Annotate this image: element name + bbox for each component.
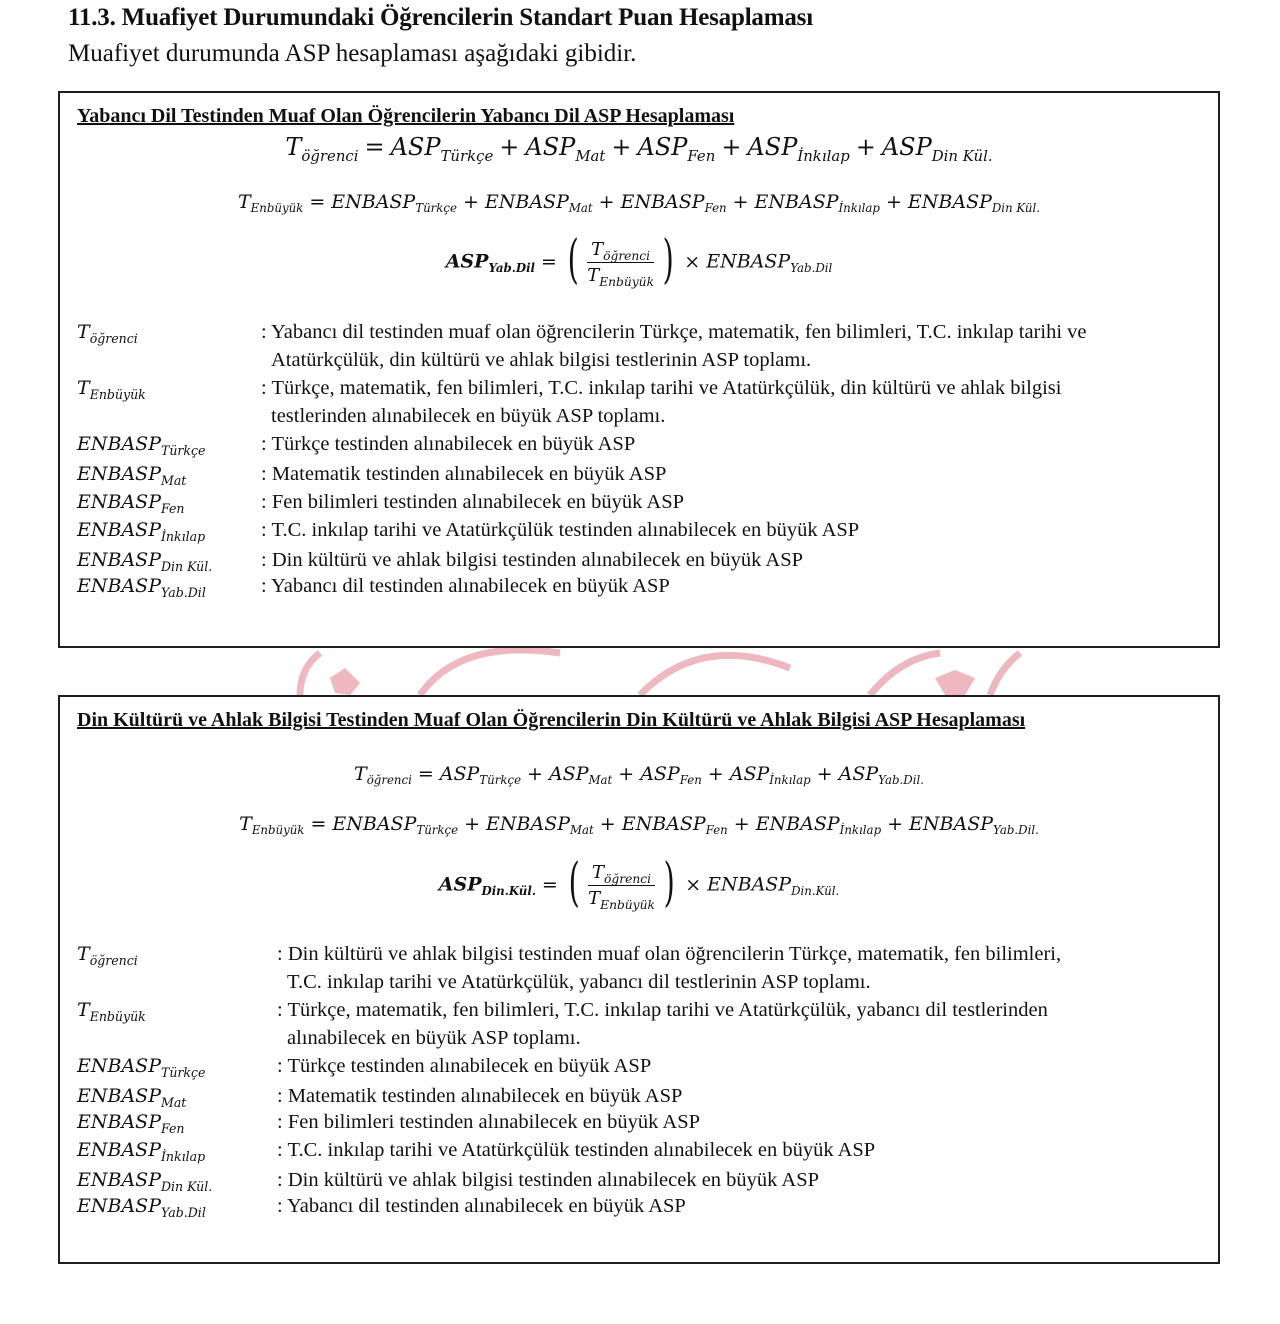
eq-equals: = [364,133,385,161]
term-base: ENBASP [77,1111,161,1133]
fraction-numerator [587,239,654,263]
plus-sign: + [499,133,520,161]
definition-text: T.C. inkılap tarihi ve Atatürkçülük, yabancı dil testlerinin ASP toplamı. [287,971,871,993]
eq-equals: = [310,813,327,835]
term-subscript: İnkılap [797,146,850,165]
religious-culture-exemption-box [58,695,1220,1264]
box-title: Yabancı Dil Testinden Muaf Olan Öğrencilerin Yabancı Dil ASP Hesaplaması [77,105,735,127]
plus-sign: + [733,813,750,835]
definition-text: : Fen bilimleri testinden alınabilecek en büyük ASP [261,491,685,513]
den-sub: Enbüyük [599,274,654,289]
term-base: ENBASP [77,1195,161,1217]
definition-term [77,1111,185,1136]
term-subscript: Yab.Dil. [878,773,924,788]
term-base: ASP [838,763,879,785]
term-base: ENBASP [77,519,161,541]
fraction-group [564,852,679,913]
term-base: ENBASP [755,813,840,835]
den-sub: Enbüyük [600,897,655,912]
eq-lhs: T [239,813,252,835]
term-base: T [77,999,90,1021]
plus-sign: + [611,133,632,161]
definition-term [77,1195,206,1220]
term-base: ENBASP [907,191,992,213]
right-paren: ) [663,852,675,913]
term-subscript: Türkçe [160,1064,206,1080]
plus-sign: + [707,763,724,785]
definition-text: : T.C. inkılap tarihi ve Atatürkçülük testinden alınabilecek en büyük ASP [277,1139,876,1161]
definition-term [77,549,213,574]
term-subscript: Mat [160,472,187,488]
term-base: ENBASP [484,191,569,213]
term-subscript: Türkçe [416,823,459,838]
term-subscript: İnkılap [160,1148,206,1164]
term-subscript: Fen [704,201,727,216]
definition-term [77,491,185,516]
definition-term [77,575,206,600]
term-base: ASP [548,763,589,785]
plus-sign: + [816,763,833,785]
definition-term [77,463,187,488]
num-sub: öğrenci [604,871,651,886]
term-base: ENBASP [621,813,706,835]
definition-term [77,1139,206,1164]
plus-sign: + [887,813,904,835]
eq-terms [439,763,924,788]
term-base: ENBASP [909,813,994,835]
term-base: ENBASP [77,1055,161,1077]
eq-equals: = [541,250,557,273]
definition-text: : Din kültürü ve ahlak bilgisi testinden alınabilecek en büyük ASP [277,1169,820,1191]
term-subscript: Enbüyük [89,386,146,402]
definition-text: Atatürkçülük, din kültürü ve ahlak bilgisi testlerinin ASP toplamı. [271,349,812,371]
plus-sign: + [527,763,543,785]
plus-sign: + [599,813,616,835]
definition-term [77,943,138,968]
left-paren: ( [567,229,579,290]
den-base: T [588,888,601,909]
term-subscript: Din Kül. [931,146,993,165]
term-subscript: Türkçe [479,773,522,788]
plus-sign: + [618,763,635,785]
term-base: T [77,943,90,965]
term-subscript: Yab.Dil. [993,823,1039,838]
term-base: ASP [729,763,770,785]
term-subscript: öğrenci [89,330,138,346]
eq-rhs: ENBASP [707,873,792,896]
times-sign: × [684,250,701,273]
term-base: ASP [390,133,441,161]
term-subscript: Mat [160,1094,187,1110]
definition-text: : Türkçe, matematik, fen bilimleri, T.C. inkılap tarihi ve Atatürkçülük, din kültürü ve ahlak bilgisi [261,377,1062,399]
term-base: ENBASP [77,1169,161,1191]
term-subscript: Din Kül. [991,201,1041,216]
term-subscript: Din Kül. [160,558,213,574]
den-base: T [587,265,600,286]
term-base: ENBASP [620,191,705,213]
fraction-numerator [588,862,655,886]
eq-lhs: ASP [438,873,482,896]
definition-term [77,377,146,402]
term-subscript: Türkçe [160,442,206,458]
eq-lhs: ASP [445,250,489,273]
eq-lhs: T [354,763,367,785]
term-base: ASP [439,763,480,785]
term-subscript: Mat [570,823,594,838]
definition-term [77,321,138,346]
num-sub: öğrenci [603,248,651,263]
term-base: ASP [640,763,680,785]
num-base: T [591,239,604,260]
plus-sign: + [732,191,749,213]
term-subscript: İnkılap [838,201,880,216]
definition-text: : Türkçe testinden alınabilecek en büyük ASP [261,433,636,455]
watermark-seal-icon [0,648,1280,695]
plus-sign: + [462,191,479,213]
definition-term [77,519,206,544]
plus-sign: + [598,191,615,213]
definition-term [77,1055,206,1080]
eq-terms [390,133,993,165]
eq-rhs: ENBASP [706,250,791,273]
term-subscript: Din Kül. [160,1178,213,1194]
term-subscript: Fen [705,823,728,838]
term-base: ENBASP [486,813,570,835]
term-subscript: Fen [160,500,185,516]
equation-t-student [60,133,1218,165]
term-subscript: Mat [588,773,613,788]
fraction-denominator [584,886,659,912]
term-subscript: Fen [687,146,716,165]
definition-text: alınabilecek en büyük ASP toplamı. [287,1027,581,1049]
eq-lhs-sub: Yab.Dil [488,260,536,275]
term-subscript: Mat [575,146,606,165]
term-subscript: Yab.Dil [160,584,206,600]
definition-text: : Matematik testinden alınabilecek en büyük ASP [277,1085,683,1107]
definition-term [77,1169,213,1194]
term-base: ENBASP [331,191,416,213]
definition-term [77,433,206,458]
term-subscript: Fen [160,1120,185,1136]
eq-lhs-sub: öğrenci [301,146,359,165]
definition-text: : Yabancı dil testinden alınabilecek en büyük ASP [277,1195,686,1217]
term-base: T [77,377,90,399]
term-subscript: Türkçe [440,146,494,165]
box-title: Din Kültürü ve Ahlak Bilgisi Testinden Muaf Olan Öğrencilerin Din Kültürü ve Ahlak Bilgisi ASP Hesaplaması [77,709,1026,731]
eq-lhs-sub: Din.Kül. [481,883,536,898]
definition-term [77,1085,187,1110]
eq-rhs-sub: Yab.Dil [790,260,833,275]
foreign-language-exemption-box [58,91,1220,648]
eq-lhs-sub: Enbüyük [251,823,305,838]
fraction-group [563,229,678,290]
term-base: ENBASP [332,813,417,835]
eq-equals: = [417,763,434,785]
term-base: ENBASP [77,491,161,513]
term-base: ASP [881,133,932,161]
term-base: ENBASP [77,433,161,455]
section-intro: Muafiyet durumunda ASP hesaplaması aşağıdaki gibidir. [68,40,637,67]
eq-lhs: T [237,191,251,213]
definition-text: : Fen bilimleri testinden alınabilecek en büyük ASP [277,1111,701,1133]
eq-lhs: T [285,133,302,161]
term-base: ENBASP [77,549,161,571]
term-subscript: Türkçe [415,201,457,216]
left-paren: ( [568,852,580,913]
section-heading: 11.3. Muafiyet Durumundaki Öğrencilerin Standart Puan Hesaplaması [68,4,813,31]
definition-text: : Türkçe, matematik, fen bilimleri, T.C. inkılap tarihi ve Atatürkçülük, yabancı dil testlerinden [277,999,1048,1021]
term-subscript: Enbüyük [89,1008,146,1024]
equation-asp-result [60,229,1218,290]
equation-asp-result [60,852,1218,913]
num-base: T [592,862,605,883]
definition-text: : Din kültürü ve ahlak bilgisi testinden alınabilecek en büyük ASP [261,549,804,571]
term-subscript: Mat [568,201,593,216]
definition-text: : Din kültürü ve ahlak bilgisi testinden muaf olan öğrencilerin Türkçe, matematik, fen bilimleri, [277,943,1062,965]
equation-t-max [60,813,1218,838]
term-base: T [77,321,90,343]
plus-sign: + [464,813,481,835]
term-subscript: İnkılap [769,773,811,788]
term-base: ASP [525,133,576,161]
times-sign: × [685,873,702,896]
term-subscript: öğrenci [89,952,138,968]
definition-text: : Türkçe testinden alınabilecek en büyük ASP [277,1055,652,1077]
fraction [584,862,659,912]
definition-text: : T.C. inkılap tarihi ve Atatürkçülük testinden alınabilecek en büyük ASP [261,519,860,541]
term-subscript: İnkılap [839,823,882,838]
term-subscript: Yab.Dil [160,1204,206,1220]
definition-text: testlerinden alınabilecek en büyük ASP toplamı. [271,405,666,427]
term-subscript: İnkılap [160,528,206,544]
equation-t-max [60,191,1218,216]
term-base: ASP [637,133,688,161]
term-base: ENBASP [77,463,161,485]
eq-equals: = [541,873,558,896]
term-base: ENBASP [77,575,161,597]
term-base: ENBASP [754,191,839,213]
definition-term [77,999,146,1024]
plus-sign: + [855,133,876,161]
eq-rhs-sub: Din.Kül. [791,883,840,898]
definition-text: : Yabancı dil testinden alınabilecek en büyük ASP [261,575,670,597]
eq-lhs-sub: Enbüyük [250,201,304,216]
eq-terms [332,813,1039,838]
term-base: ENBASP [77,1085,161,1107]
eq-terms [331,191,1041,216]
definition-text: : Yabancı dil testinden muaf olan öğrencilerin Türkçe, matematik, fen bilimleri, T.C. inkılap tarihi ve [261,321,1087,343]
fraction-denominator [583,263,658,289]
definition-text: : Matematik testinden alınabilecek en büyük ASP [261,463,667,485]
right-paren: ) [662,229,674,290]
equation-t-student [60,763,1218,788]
plus-sign: + [721,133,742,161]
eq-equals: = [309,191,326,213]
fraction [583,239,658,289]
eq-lhs-sub: öğrenci [366,773,412,788]
term-subscript: Fen [679,773,702,788]
term-base: ENBASP [77,1139,161,1161]
plus-sign: + [885,191,902,213]
term-base: ASP [747,133,798,161]
